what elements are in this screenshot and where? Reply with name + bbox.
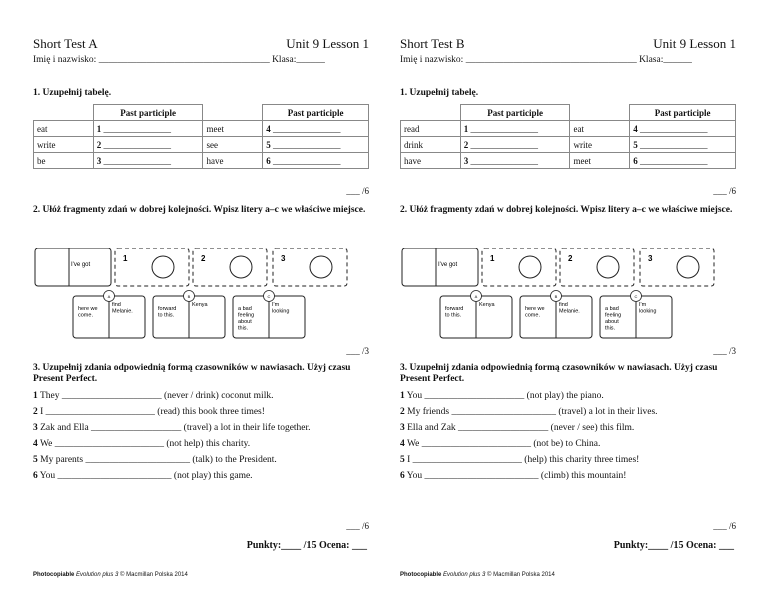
past-participle-table (33, 104, 369, 169)
slot-number: 3 (281, 254, 286, 263)
sentence-item[interactable] (33, 388, 369, 404)
sentence-item[interactable] (400, 468, 736, 484)
task2-text: Ułóż fragmenty zdań w dobrej kolejności. Wpisz litery a–c we właściwe miejsce. (409, 205, 733, 215)
task2-score[interactable]: ___ /3 (346, 346, 369, 356)
answer-number: 4 (633, 123, 638, 134)
sentence-number: 5 (400, 455, 405, 465)
sentence-number: 2 (33, 407, 38, 417)
task2-heading (400, 205, 736, 216)
answer-number: 5 (266, 139, 271, 150)
answer-cell[interactable] (93, 121, 203, 137)
test-b-column (400, 0, 736, 594)
test-title: Short Test A (33, 36, 98, 51)
table-row (34, 153, 369, 169)
task3-text: Uzupełnij zdania odpowiednią formą czasowników w nawiasach. Użyj czasu Present Perfect. (400, 363, 718, 384)
fragment-right-text: find Melanie. (559, 302, 580, 315)
answer-cell[interactable] (460, 137, 570, 153)
task1-score[interactable]: ___ /6 (346, 186, 369, 196)
fragment-right-text: Kenya (479, 302, 495, 308)
slot-number: 1 (123, 254, 128, 263)
sentence-item[interactable] (33, 468, 369, 484)
task1-text: Uzupełnij tabelę. (409, 88, 479, 98)
answer-blank[interactable]: _______________ (270, 123, 341, 134)
task3-number: 3. (400, 363, 408, 373)
answer-cell[interactable] (93, 153, 203, 169)
table-corner (401, 105, 461, 121)
table-col-header: Past participle (460, 105, 570, 121)
slot-number: 2 (568, 254, 573, 263)
answer-blank[interactable]: _______________ (637, 139, 708, 150)
sentence-text: I _______________________ (help) this charity three times! (404, 455, 640, 465)
table-row (401, 121, 736, 137)
footer-copyright: © Macmillan Polska 2014 (485, 572, 555, 578)
fragment-letter: C (267, 294, 271, 299)
answer-number: 6 (266, 155, 271, 166)
verb-cell: read (401, 121, 461, 137)
sentence-text: They _____________________ (never / drink) coconut milk. (37, 391, 274, 401)
answer-blank[interactable]: _______________ (101, 139, 171, 150)
unit-label: Unit 9 Lesson 1 (653, 36, 736, 51)
task3-score[interactable]: ___ /6 (713, 521, 736, 531)
answer-cell[interactable] (263, 137, 369, 153)
sentence-item[interactable] (33, 420, 369, 436)
first-piece-text: I've got (438, 262, 458, 268)
task2-text: Ułóż fragmenty zdań w dobrej kolejności. Wpisz litery a–c we właściwe miejsce. (42, 205, 366, 215)
unit-label: Unit 9 Lesson 1 (286, 36, 369, 51)
answer-cell[interactable] (630, 121, 736, 137)
task3-number: 3. (33, 363, 41, 373)
footer-copyright: © Macmillan Polska 2014 (118, 572, 188, 578)
table-row (401, 153, 736, 169)
fragment-left-text: here we come. (78, 306, 98, 319)
answer-cell[interactable] (460, 121, 570, 137)
sentence-number: 2 (400, 407, 405, 417)
fragment-left-text: a bad feeling about this. (605, 306, 622, 332)
task2-heading (33, 205, 369, 216)
test-header (400, 36, 736, 52)
fragment-left-text: here we come. (525, 306, 545, 319)
sentence-text: You ________________________ (climb) this mountain! (404, 471, 627, 481)
fragment-right-text: I'm looking (272, 302, 290, 315)
answer-number: 5 (633, 139, 638, 150)
answer-number: 2 (463, 139, 469, 150)
task1-score[interactable]: ___ /6 (713, 186, 736, 196)
answer-cell[interactable] (263, 121, 369, 137)
fragment-letter: A (474, 294, 478, 299)
sentence-text: Zak and Ella ___________________ (travel) a lot in their life together. (37, 423, 311, 433)
answer-number: 4 (266, 123, 271, 134)
first-piece-text: I've got (71, 262, 91, 268)
sentence-number: 6 (400, 471, 405, 481)
fragment-left-text: forward to this. (158, 306, 177, 319)
task2-number: 2. (400, 205, 408, 215)
table-row (401, 137, 736, 153)
task1-heading (33, 88, 369, 99)
sentence-text: We _______________________ (not help) this charity. (37, 439, 251, 449)
answer-cell[interactable] (263, 153, 369, 169)
footer (33, 572, 188, 578)
task1-text: Uzupełnij tabelę. (42, 88, 112, 98)
task3-heading (33, 363, 369, 385)
points-grade-line[interactable]: Punkty:____ /15 Ocena: ___ (246, 540, 367, 551)
fragment-right-text: find Melanie. (112, 302, 133, 315)
fragment-letter: A (107, 294, 111, 299)
footer-bold: Photocopiable (33, 572, 75, 578)
task3-score[interactable]: ___ /6 (346, 521, 369, 531)
sentence-number: 6 (33, 471, 38, 481)
answer-cell[interactable] (460, 153, 570, 169)
verb-cell: have (401, 153, 461, 169)
puzzle-diagram (400, 248, 736, 342)
fragment-right-text: I'm looking (639, 302, 657, 315)
answer-cell[interactable] (630, 153, 736, 169)
task2-score[interactable]: ___ /3 (713, 346, 736, 356)
test-title: Short Test B (400, 36, 465, 51)
answer-number: 2 (96, 139, 102, 150)
sentence-text: You _____________________ (not play) the piano. (404, 391, 604, 401)
verb-cell: eat (570, 121, 630, 137)
answer-blank[interactable]: _______________ (101, 123, 171, 134)
sentence-text: Ella and Zak ___________________ (never / see) this film. (404, 423, 635, 433)
answer-blank[interactable]: _______________ (468, 139, 538, 150)
sentence-text: We _______________________ (not be) to China. (404, 439, 601, 449)
answer-cell[interactable] (630, 137, 736, 153)
sentence-item[interactable] (400, 452, 736, 468)
verb-cell: drink (401, 137, 461, 153)
table-row (34, 137, 369, 153)
sentence-item[interactable] (400, 420, 736, 436)
sentence-number: 1 (400, 391, 405, 401)
table-corner (570, 105, 630, 121)
sentence-item[interactable] (33, 436, 369, 452)
task3-text: Uzupełnij zdania odpowiednią formą czasowników w nawiasach. Użyj czasu Present Perfect. (33, 363, 351, 384)
footer-italic: Evolution plus 3 (74, 572, 119, 578)
answer-number: 1 (96, 123, 102, 134)
verb-cell: be (34, 153, 94, 169)
verb-cell: eat (34, 121, 94, 137)
sentence-text: You ________________________ (not play) this game. (37, 471, 253, 481)
verb-cell: meet (203, 121, 263, 137)
sentence-text: My friends ______________________ (travel) a lot in their lives. (404, 407, 658, 417)
answer-blank[interactable]: _______________ (468, 155, 538, 166)
sentence-item[interactable] (400, 388, 736, 404)
sentence-number: 1 (33, 391, 38, 401)
answer-number: 3 (463, 155, 469, 166)
test-header (33, 36, 369, 52)
answer-blank[interactable]: _______________ (101, 155, 171, 166)
verb-cell: have (203, 153, 263, 169)
sentence-number: 3 (400, 423, 405, 433)
answer-number: 3 (96, 155, 102, 166)
name-class-line[interactable]: Imię i nazwisko: ____________________________________ Klasa:______ (33, 55, 325, 65)
answer-blank[interactable]: _______________ (637, 155, 708, 166)
table-col-header: Past participle (93, 105, 203, 121)
answer-blank[interactable]: _______________ (468, 123, 538, 134)
answer-blank[interactable]: _______________ (637, 123, 708, 134)
sentence-item[interactable] (33, 452, 369, 468)
slot-number: 3 (648, 254, 653, 263)
fragment-letter: B (187, 294, 191, 299)
sentence-number: 4 (400, 439, 405, 449)
name-class-line[interactable]: Imię i nazwisko: ____________________________________ Klasa:______ (400, 55, 692, 65)
test-a-column (33, 0, 369, 594)
footer-bold: Photocopiable (400, 572, 442, 578)
footer-italic: Evolution plus 3 (441, 572, 486, 578)
table-corner (203, 105, 263, 121)
fragment-letter: C (634, 294, 638, 299)
verb-cell: meet (570, 153, 630, 169)
answer-number: 1 (463, 123, 469, 134)
answer-cell[interactable] (93, 137, 203, 153)
table-corner (34, 105, 94, 121)
verb-cell: see (203, 137, 263, 153)
table-col-header: Past participle (263, 105, 369, 121)
task2-number: 2. (33, 205, 41, 215)
fragment-letter: B (554, 294, 558, 299)
task1-number: 1. (33, 88, 41, 98)
answer-number: 6 (633, 155, 638, 166)
sentence-item[interactable] (400, 404, 736, 420)
table-row (34, 121, 369, 137)
sentence-number: 3 (33, 423, 38, 433)
fragment-left-text: forward to this. (445, 306, 464, 319)
fragment-left-text: a bad feeling about this. (238, 306, 255, 332)
task3-heading (400, 363, 736, 385)
slot-number: 1 (490, 254, 495, 263)
sentence-text: My parents ______________________ (talk) to the President. (37, 455, 277, 465)
sentence-item[interactable] (33, 404, 369, 420)
slot-number: 2 (201, 254, 206, 263)
sentence-number: 4 (33, 439, 38, 449)
verb-cell: write (34, 137, 94, 153)
answer-blank[interactable]: _______________ (270, 139, 341, 150)
footer (400, 572, 555, 578)
verb-cell: write (570, 137, 630, 153)
fragment-right-text: Kenya (192, 302, 208, 308)
answer-blank[interactable]: _______________ (270, 155, 341, 166)
past-participle-table (400, 104, 736, 169)
points-grade-line[interactable]: Punkty:____ /15 Ocena: ___ (613, 540, 734, 551)
sentence-text: I _______________________ (read) this book three times! (37, 407, 265, 417)
sentence-number: 5 (33, 455, 38, 465)
task1-heading (400, 88, 736, 99)
table-col-header: Past participle (630, 105, 736, 121)
task1-number: 1. (400, 88, 408, 98)
sentence-item[interactable] (400, 436, 736, 452)
puzzle-diagram (33, 248, 369, 342)
